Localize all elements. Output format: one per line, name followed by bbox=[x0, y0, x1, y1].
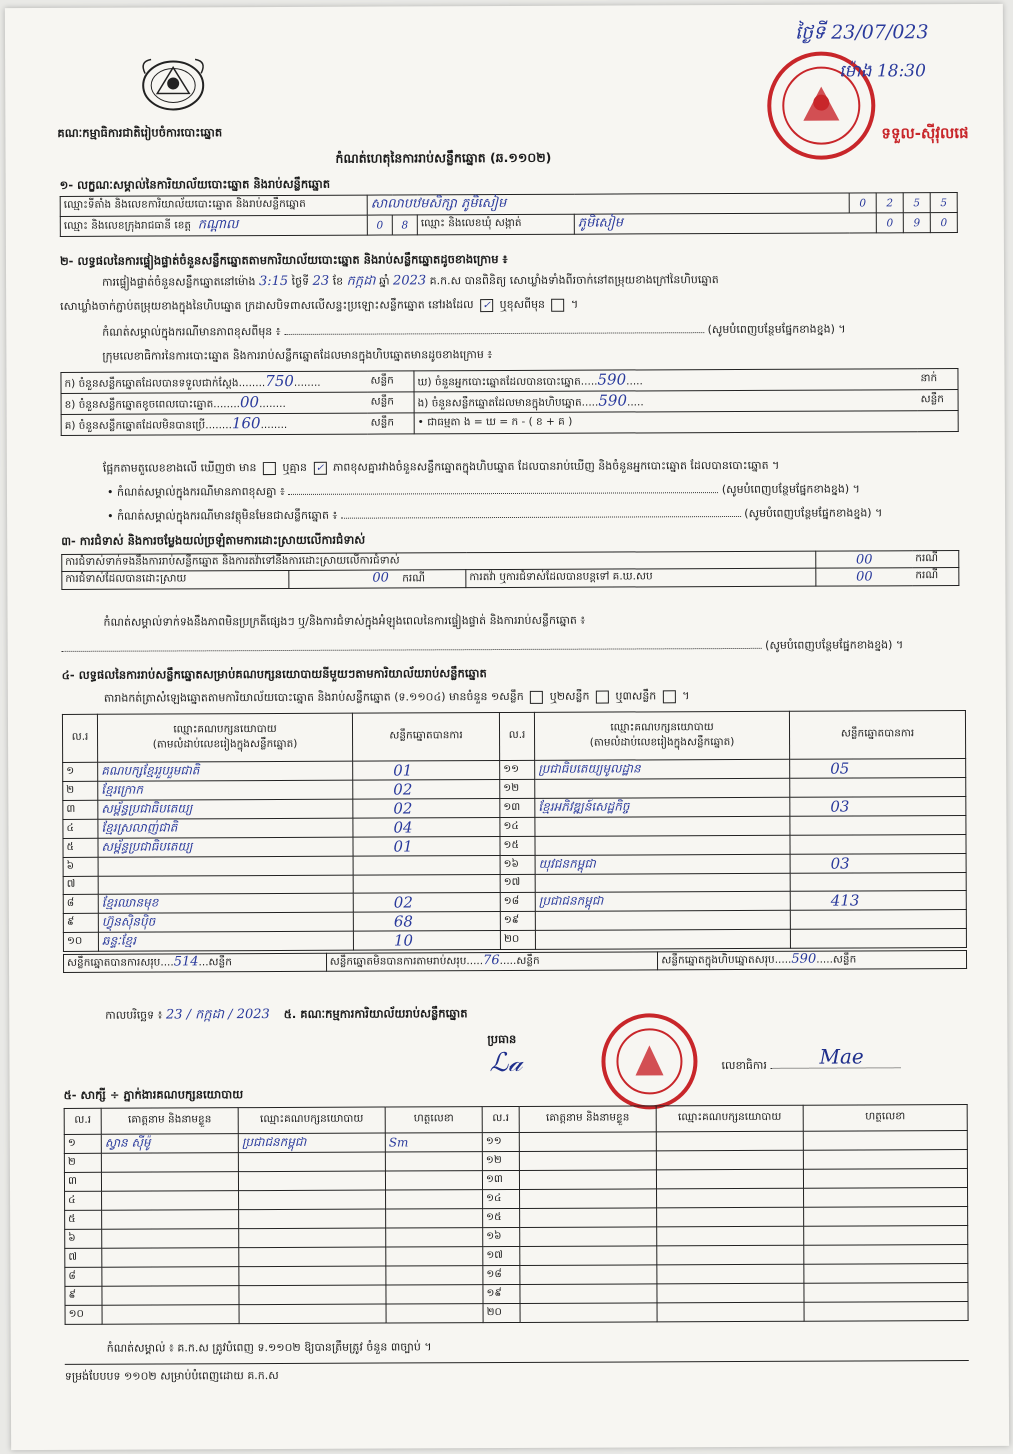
witness-signature-right bbox=[803, 1168, 967, 1188]
result-no-right: ១៩ bbox=[500, 911, 535, 930]
result-no: ១ bbox=[63, 762, 98, 781]
witness-party-right bbox=[656, 1169, 803, 1189]
row-d-unit: នាក់ bbox=[917, 369, 958, 390]
s3-note: កំណត់សម្គាល់ទាក់ទងនឹងភាពមិនប្រក្រតីផ្សេងៗ ឬ/និងការជំទាស់ក្នុងអំឡុងពេលនៃការផ្ទៀងផ្ទាត់ និងការរាប់សន្លឹកឆ្នោត ៖ bbox=[103, 613, 586, 629]
result-party-right bbox=[535, 835, 790, 855]
result-no: ២ bbox=[63, 781, 98, 800]
witness-no: ៦ bbox=[65, 1229, 102, 1248]
result-votes: 02 bbox=[353, 799, 500, 819]
s2-p3-text: កំណត់សម្គាល់ក្នុងករណីមានភាពខុសពីមុន ៖ bbox=[102, 324, 281, 339]
witness-signature bbox=[386, 1190, 483, 1209]
result-no: ៨ bbox=[63, 894, 98, 913]
witness-signature-right bbox=[804, 1187, 968, 1207]
witness-signature bbox=[386, 1209, 483, 1228]
result-no-right: ១១ bbox=[500, 760, 535, 779]
one-sheet-checkbox[interactable] bbox=[530, 690, 543, 703]
witness-row bbox=[65, 1301, 968, 1324]
witness-table bbox=[64, 1104, 969, 1325]
office-value: សាលាបឋមសិក្សា ភូមិសៀម bbox=[367, 193, 849, 215]
objection-label: ការជំទាស់ទាក់ទងនឹងការរាប់សន្លឹកឆ្នោត និងការតវ៉ាទៅនឹងការដោះស្រាយលើការជំទាស់ bbox=[62, 551, 816, 571]
witness-party bbox=[239, 1209, 386, 1229]
witness-no-right: ១៨ bbox=[483, 1265, 520, 1284]
secretary-label-text: លេខាធិការ bbox=[721, 1058, 767, 1073]
row-d-label: ឃ) ចំនួនអ្នកបោះឆ្នោតដែលបានបោះឆ្នោត.....590..... bbox=[414, 369, 918, 392]
witness-name-right bbox=[520, 1189, 657, 1209]
witness-party-right bbox=[657, 1302, 804, 1322]
row-b-unit: សន្លឹក bbox=[368, 392, 415, 413]
witness-no-right: ១៧ bbox=[483, 1246, 520, 1265]
witness-no: ៩ bbox=[65, 1286, 102, 1305]
row-e-label-text: ង) ចំនួនសន្លឹកឆ្នោតដែលមានក្នុងហិបឆ្នោត bbox=[417, 396, 582, 410]
date-line bbox=[105, 1006, 467, 1023]
total-invalid-value: 76 bbox=[483, 953, 500, 969]
witness-name-right bbox=[520, 1284, 657, 1304]
commune-no-1: 0 bbox=[876, 213, 903, 233]
result-votes: 02 bbox=[353, 893, 500, 913]
result-no: ៥ bbox=[63, 838, 98, 857]
section1-heading: ១- លក្ខណៈសម្គាល់នៃការិយាល័យបោះឆ្នោត និងរាប់សន្លឹកឆ្នោត bbox=[59, 176, 331, 192]
witness-no: ៥ bbox=[65, 1210, 102, 1229]
result-votes-right bbox=[790, 834, 966, 854]
result-votes-right bbox=[790, 815, 966, 835]
result-no: ៤ bbox=[63, 819, 98, 838]
result-party: គណបក្សខ្មែររួបរួមជាតិ bbox=[98, 761, 353, 781]
result-party-right bbox=[535, 910, 790, 930]
row-d-label-text: ឃ) ចំនួនអ្នកបោះឆ្នោតដែលបានបោះឆ្នោត bbox=[417, 375, 581, 389]
province-label-text: ឈ្មោះ និងលេខក្រុងរាជធានី ខេត្ត bbox=[63, 219, 192, 232]
date-value: 23 / កក្កដា / 2023 bbox=[165, 1007, 270, 1023]
w-col-party: ឈ្មោះគណបក្សនយោបាយ bbox=[238, 1107, 385, 1134]
witness-party-right bbox=[657, 1283, 804, 1303]
witness-no-right: ២០ bbox=[483, 1303, 520, 1322]
s3-note-line bbox=[62, 638, 904, 656]
row-c-label: គ) ចំនួនសន្លឹកឆ្នោតដែលមិនបានប្រើ........160........ bbox=[61, 413, 368, 435]
s2-p5-none-label: ឬគ្មាន bbox=[282, 460, 307, 474]
witness-no: ៧ bbox=[65, 1248, 102, 1267]
witness-signature-right bbox=[804, 1263, 968, 1283]
fill-note: (សូមបំពេញបន្ថែមផ្នែកខាងខ្នង) ។ bbox=[765, 638, 904, 652]
objection-value: 00 bbox=[816, 551, 913, 568]
witness-party bbox=[239, 1247, 386, 1267]
result-party bbox=[98, 875, 353, 894]
result-votes: 10 bbox=[353, 931, 500, 951]
witness-party-right bbox=[657, 1226, 804, 1246]
result-no-right: ១៧ bbox=[500, 874, 535, 892]
has-difference-checkbox[interactable] bbox=[263, 462, 276, 475]
fill-note: (សូមបំពេញបន្ថែមផ្នែកខាងខ្នង) ។ bbox=[721, 482, 860, 497]
w-col-sig-right: ហត្ថលេខា bbox=[803, 1104, 967, 1131]
row-a-label-text: ក) ចំនួនសន្លឹកឆ្នោតដែលបានទទួលជាក់ស្តែង bbox=[64, 377, 239, 390]
totals-table bbox=[63, 950, 967, 973]
commune-value: ភូមិសៀម bbox=[574, 213, 876, 234]
witness-no: ១ bbox=[64, 1134, 101, 1153]
result-votes-right: 413 bbox=[790, 890, 966, 910]
row-c-unit: សន្លឹក bbox=[368, 413, 415, 434]
witness-party-right bbox=[657, 1207, 804, 1227]
secretary-label bbox=[721, 1058, 900, 1073]
witness-no-right: ១៤ bbox=[483, 1189, 520, 1208]
result-no-right: ១៥ bbox=[500, 836, 535, 855]
commune-no-2: 9 bbox=[903, 213, 930, 233]
witness-name bbox=[102, 1248, 239, 1268]
witness-party-right bbox=[657, 1264, 804, 1284]
witness-signature-right bbox=[803, 1130, 967, 1150]
s5-note: កំណត់សម្គាល់ ៖ គ.ក.ស ត្រូវបំពេញ ទ.១១០២ ឱ្យបានត្រឹមត្រូវ ចំនួន ៣ច្បាប់ ។ bbox=[106, 1340, 432, 1355]
result-party-right bbox=[535, 816, 790, 836]
secretary-signature: Mae bbox=[819, 1044, 864, 1069]
appeal-label: ការតវ៉ា ឬការជំទាស់ដែលបានបន្តទៅ គ.ឃ.សប bbox=[466, 568, 816, 588]
nec-logo bbox=[137, 53, 209, 113]
province-label bbox=[60, 215, 367, 236]
witness-party-right bbox=[656, 1131, 803, 1151]
s2-paragraph-1 bbox=[102, 273, 719, 290]
w-col-name-right: គោត្តនាម និងនាមខ្លួន bbox=[519, 1106, 656, 1133]
witness-no: ៤ bbox=[65, 1191, 102, 1210]
witness-no-right: ១៦ bbox=[483, 1227, 520, 1246]
total-box: សន្លឹកឆ្នោតក្នុងហិបឆ្នោតសរុប.....590.....សន្លឹក bbox=[658, 950, 967, 969]
ballot-count-table bbox=[60, 368, 958, 436]
row-e-unit: សន្លឹក bbox=[918, 390, 959, 411]
s2-paragraph-5 bbox=[103, 459, 779, 476]
office-label: ឈ្មោះទីតាំង និងលេខការិយាល័យបោះឆ្នោត និងរាប់សន្លឹកឆ្នោត bbox=[60, 195, 367, 216]
office-no-4: 5 bbox=[930, 193, 957, 213]
objections-table bbox=[61, 550, 959, 590]
col-party-title-right: ឈ្មោះគណបក្សនយោបាយ bbox=[610, 720, 714, 734]
witness-no: ១០ bbox=[65, 1305, 102, 1324]
footer-text: ទម្រង់បែបបទ ១១០២ សម្រាប់បំពេញដោយ គ.ក.ស bbox=[64, 1369, 279, 1383]
witness-party bbox=[238, 1152, 385, 1172]
witness-no-right: ១១ bbox=[482, 1132, 519, 1151]
witness-name bbox=[102, 1305, 239, 1325]
result-party-right: ខ្មែរអភិវឌ្ឍន៍សេដ្ឋកិច្ច bbox=[535, 797, 790, 817]
result-no-right: ១៤ bbox=[500, 817, 535, 836]
w-col-no-right: ល.រ bbox=[482, 1106, 519, 1132]
s2-note-difference bbox=[102, 322, 962, 340]
witness-name-right bbox=[520, 1208, 657, 1228]
s2-p5-rest: ភាពខុសគ្នារវាងចំនួនសន្លឹកឆ្នោតក្នុងហិបឆ្នោត ដែលបានរាប់ឃើញ និងចំនួនអ្នកបោះឆ្នោត ដែលបានបោះឆ្នោត ។ bbox=[332, 458, 780, 474]
result-no: ៧ bbox=[63, 876, 98, 894]
row-c-label-text: គ) ចំនួនសន្លឹកឆ្នោតដែលមិនបានប្រើ bbox=[64, 419, 206, 432]
witness-party bbox=[239, 1190, 386, 1210]
total-box-unit: សន្លឹក bbox=[832, 953, 857, 966]
result-votes: 02 bbox=[353, 780, 500, 800]
col-votes-right: សន្លឹកឆ្នោតបានការ bbox=[789, 710, 965, 759]
result-no: ៩ bbox=[63, 913, 98, 932]
result-party-right bbox=[535, 778, 790, 798]
org-name: គណៈកម្មាធិការជាតិរៀបចំការបោះឆ្នោត bbox=[57, 125, 223, 140]
province-no-2: 8 bbox=[392, 215, 417, 235]
result-party: ខ្មែរស្រលាញ់ជាតិ bbox=[98, 818, 353, 838]
witness-signature-right bbox=[804, 1244, 968, 1264]
witness-name bbox=[101, 1153, 238, 1173]
witness-name-right bbox=[519, 1151, 656, 1171]
s2-p5-text: ផ្អែកតាមតួលេខខាងលើ ឃើញថា មាន bbox=[102, 461, 257, 475]
chair-label: ប្រធាន bbox=[487, 1031, 517, 1047]
footer-divider bbox=[65, 1360, 969, 1365]
received-time: ម៉ោង 18:30 bbox=[839, 61, 926, 82]
result-party-right: យុវជនកម្ពុជា bbox=[535, 854, 790, 874]
s2-bullet-2-text: • កំណត់សម្គាល់ក្នុងករណីមានវត្ថុមិនមែនជាសន្លឹកឆ្នោត ៖ bbox=[107, 508, 338, 523]
witness-signature bbox=[386, 1285, 483, 1304]
witness-party: ប្រជាជនកម្ពុជា bbox=[238, 1133, 385, 1153]
witness-name: ស្វាន ស៊ីម៉ូ bbox=[101, 1134, 238, 1154]
result-no-right: ១៨ bbox=[500, 892, 535, 911]
w-col-name: គោត្តនាម និងនាមខ្លួន bbox=[101, 1108, 238, 1135]
s4-intro: តារាងកត់ត្រាសំឡេងឆ្នោតតាមការិយាល័យបោះឆ្នោត និងរាប់សន្លឹកឆ្នោត (ទ.១១០៤) មានចំនួន ១សន្លឹក ឬ២សន្លឹក ឬ៣សន្លឹក ។ bbox=[103, 689, 690, 705]
witness-party bbox=[239, 1228, 386, 1248]
dotted-line bbox=[284, 332, 704, 335]
witness-signature bbox=[386, 1304, 483, 1323]
s2-p1-day-label: ថ្ងៃទី bbox=[291, 274, 310, 288]
row-a-unit: សន្លឹក bbox=[367, 371, 414, 392]
s2-bullet-2 bbox=[107, 506, 882, 523]
row-e-label: ង) ចំនួនសន្លឹកឆ្នោតដែលមានក្នុងហិបឆ្នោត.....590..... bbox=[414, 390, 918, 413]
witness-name bbox=[102, 1229, 239, 1249]
col-party-title: ឈ្មោះគណបក្សនយោបាយ bbox=[173, 722, 277, 735]
witness-name-right bbox=[519, 1170, 656, 1190]
witness-signature-right bbox=[804, 1206, 968, 1226]
witness-signature-right bbox=[803, 1149, 967, 1169]
total-valid-value: 514 bbox=[173, 954, 199, 970]
dotted-line bbox=[62, 648, 762, 652]
col-party-subtitle: (តាមលំដាប់លេខរៀងក្នុងសន្លឹកឆ្នោត) bbox=[152, 737, 298, 751]
witness-signature bbox=[385, 1152, 482, 1171]
result-votes: 01 bbox=[353, 761, 500, 781]
witness-signature-right bbox=[804, 1282, 968, 1302]
result-votes-right bbox=[790, 909, 966, 929]
result-votes-right: 03 bbox=[790, 853, 966, 873]
witness-name-right bbox=[519, 1132, 656, 1152]
witness-name-right bbox=[520, 1246, 657, 1266]
s2-p1-day: 23 bbox=[312, 273, 330, 289]
appeal-value: 00 bbox=[816, 568, 913, 586]
date-label: កាលបរិច្ឆេទ ៖ bbox=[105, 1008, 163, 1022]
resolved-unit: ករណី bbox=[402, 572, 426, 585]
committee-stamp bbox=[587, 1011, 711, 1112]
s2-p1-text: ការផ្ទៀងផ្ទាត់ចំនួនសន្លឹកឆ្នោតនៅម៉ោង bbox=[102, 275, 256, 289]
witness-party-right bbox=[656, 1150, 803, 1170]
result-no: ៣ bbox=[63, 800, 98, 819]
changed-checkbox[interactable] bbox=[552, 298, 565, 311]
witness-signature bbox=[386, 1228, 483, 1247]
result-votes bbox=[353, 875, 500, 894]
row-c-value: 160 bbox=[231, 414, 261, 433]
witness-no: ៣ bbox=[64, 1172, 101, 1191]
col-party bbox=[97, 713, 352, 762]
result-party: ខ្មែរក្រោក bbox=[98, 780, 353, 800]
witness-party-right bbox=[657, 1245, 804, 1265]
total-box-value: 590 bbox=[791, 951, 817, 967]
witness-no: ៨ bbox=[65, 1267, 102, 1286]
col-party-right bbox=[534, 711, 789, 760]
s2-paragraph-2: សោឃ្លាំងចាក់ភ្ជាប់តម្រុយខាងក្នុងនៃហិបឆ្នោត ក្រដាសបិទពាសលើសន្ទះប្រឡោះសន្លឹកឆ្នោត នៅរងដែល ✓ ឬខុសពីមុន ។ bbox=[60, 297, 579, 313]
witness-name-right bbox=[520, 1303, 657, 1323]
witness-name bbox=[102, 1210, 239, 1230]
office-no-1: 0 bbox=[849, 193, 876, 213]
total-invalid-label: សន្លឹកឆ្នោតមិនបានការតាមរាប់សរុប bbox=[329, 955, 467, 968]
result-party-right bbox=[535, 873, 790, 892]
result-party: សម្ព័ន្ធប្រជាធិបតេយ្យ bbox=[98, 799, 353, 819]
results-row bbox=[63, 928, 966, 951]
col-no: ល.រ bbox=[62, 714, 97, 762]
witness-signature-right bbox=[804, 1301, 968, 1321]
result-party: ឆន្ទៈខ្មែរ bbox=[98, 931, 353, 951]
w-col-sig: ហត្ថលេខា bbox=[385, 1107, 482, 1133]
total-valid-unit: សន្លឹក bbox=[208, 956, 232, 969]
result-no-right: ១២ bbox=[500, 779, 535, 798]
appeal-unit: ករណី bbox=[912, 568, 959, 586]
witness-name-right bbox=[520, 1265, 657, 1285]
result-no: ១០ bbox=[63, 932, 98, 951]
result-no-right: ១៦ bbox=[500, 855, 535, 874]
office-no-2: 2 bbox=[876, 193, 903, 213]
result-party: ខ្មែរឈានមុខ bbox=[98, 893, 353, 913]
committee-label: ៥. គណៈកម្មការការិយាល័យរាប់សន្លឹកឆ្នោត bbox=[283, 1006, 468, 1021]
witness-no: ២ bbox=[64, 1153, 101, 1172]
resolved-label: ការជំទាស់ដែលបានដោះស្រាយ bbox=[62, 570, 289, 589]
w-col-party-right: ឈ្មោះគណបក្សនយោបាយ bbox=[656, 1105, 803, 1132]
result-votes bbox=[353, 856, 500, 876]
s2-p2-changed-label: ឬខុសពីមុន bbox=[499, 297, 546, 312]
fill-note: (សូមបំពេញបន្ថែមផ្នែកខាងខ្នង) ។ bbox=[707, 322, 846, 337]
section5-heading: ៥- សាក្សី ÷ ភ្នាក់ងារគណបក្សនយោបាយ bbox=[63, 1087, 244, 1102]
result-party-right: ប្រជាជនកម្ពុជា bbox=[535, 891, 790, 911]
result-votes: 01 bbox=[353, 837, 500, 857]
row-b-value: 00 bbox=[239, 393, 260, 412]
s2-p1-time: 3:15 bbox=[258, 273, 289, 290]
row-a-label: ក) ចំនួនសន្លឹកឆ្នោតដែលបានទទួលជាក់ស្តែង........750........ bbox=[61, 371, 368, 393]
witness-no-right: ១៥ bbox=[483, 1208, 520, 1227]
received-date: ថ្ងៃទី 23/07/023 bbox=[794, 21, 929, 44]
result-votes-right: 03 bbox=[790, 796, 966, 816]
resolved-value bbox=[289, 570, 466, 589]
s4-intro-two: ឬ២សន្លឹក bbox=[549, 689, 590, 703]
objection-unit: ករណី bbox=[912, 551, 959, 568]
s2-bullet-1-text: • កំណត់សម្គាល់ក្នុងករណីមានភាពខុសគ្នា ៖ bbox=[106, 484, 285, 499]
s2-p1-year: 2023 bbox=[393, 273, 427, 289]
section1-table bbox=[60, 192, 958, 237]
row-d-value: 590 bbox=[597, 370, 627, 389]
result-no-right: ១៣ bbox=[500, 798, 535, 817]
unchanged-checkbox[interactable]: ✓ bbox=[480, 299, 493, 312]
result-votes-right bbox=[790, 777, 966, 797]
witness-signature: Sm bbox=[385, 1133, 482, 1152]
total-invalid-unit: សន្លឹក bbox=[516, 954, 540, 967]
witness-no-right: ១៣ bbox=[482, 1170, 519, 1189]
result-votes: 68 bbox=[353, 912, 500, 932]
s2-bullet-1 bbox=[107, 482, 860, 499]
received-label: ទទួល-ស៊ីវុលផេ bbox=[881, 123, 969, 143]
row-b-label: ខ) ចំនួនសន្លឹកឆ្នោតខូចពេលបោះឆ្នោត........00........ bbox=[61, 392, 368, 414]
s2-p1-rest: គ.ក.ស បានពិនិត្យ សោឃ្លាំងទាំងពីរចាក់នៅតម្រុយខាងក្រៅនៃហិបឆ្នោត bbox=[429, 273, 719, 288]
result-votes-right: 05 bbox=[790, 758, 966, 778]
total-invalid: សន្លឹកឆ្នោតមិនបានការតាមរាប់សរុប.....76.....សន្លឹក bbox=[326, 952, 658, 971]
three-sheet-checkbox[interactable] bbox=[663, 690, 676, 703]
s2-p2-text: សោឃ្លាំងចាក់ភ្ជាប់តម្រុយខាងក្នុងនៃហិបឆ្នោត ក្រដាសបិទពាសលើសន្ទះប្រឡោះសន្លឹកឆ្នោត នៅរងដែល bbox=[60, 298, 474, 313]
s4-intro-three: ឬ៣សន្លឹក bbox=[615, 689, 657, 703]
result-votes: 04 bbox=[353, 818, 500, 838]
result-party-right: ប្រជាធិបតេយ្យមូលដ្ឋាន bbox=[535, 759, 790, 779]
s2-paragraph-4: ក្រុមលេខាធិការនៃការបោះឆ្នោត និងការរាប់សន្លឹកឆ្នោតដែលមានក្នុងហិបឆ្នោតមានដូចខាងក្រោម ៖ bbox=[102, 348, 493, 363]
witness-name bbox=[102, 1191, 239, 1211]
office-no-3: 5 bbox=[903, 193, 930, 213]
fill-note: (សូមបំពេញបន្ថែមផ្នែកខាងខ្នង) ។ bbox=[744, 506, 883, 520]
w-col-no: ល.រ bbox=[64, 1108, 101, 1134]
result-no-right: ២០ bbox=[500, 930, 535, 949]
row-b-label-text: ខ) ចំនួនសន្លឹកឆ្នោតខូចពេលបោះឆ្នោត bbox=[64, 398, 214, 411]
witness-no-right: ១២ bbox=[482, 1151, 519, 1170]
witness-party-right bbox=[657, 1188, 804, 1208]
result-party bbox=[98, 856, 353, 876]
total-box-label: សន្លឹកឆ្នោតក្នុងហិបឆ្នោតសរុប bbox=[661, 953, 775, 967]
witness-signature bbox=[385, 1171, 482, 1190]
chair-signature: ℒ𝒶 bbox=[489, 1047, 523, 1079]
witness-no-right: ១៩ bbox=[483, 1284, 520, 1303]
col-no-right: ល.រ bbox=[499, 712, 534, 760]
s2-p1-month-label: ខែ bbox=[332, 274, 344, 288]
row-a-value: 750 bbox=[265, 371, 294, 391]
witness-name bbox=[102, 1286, 239, 1306]
section3-heading: ៣- ការជំទាស់ និងការចម្លែងយល់ច្រឡំតាមការដោះស្រាយលើការជំទាស់ bbox=[61, 532, 366, 548]
dotted-line bbox=[288, 492, 718, 495]
commune-no-3: 0 bbox=[930, 213, 957, 233]
no-difference-checkbox[interactable]: ✓ bbox=[313, 461, 326, 474]
dotted-line bbox=[341, 516, 741, 519]
witness-party bbox=[238, 1171, 385, 1191]
witness-name bbox=[102, 1267, 239, 1287]
witness-party bbox=[239, 1304, 386, 1324]
witness-name bbox=[101, 1172, 238, 1192]
witness-signature-right bbox=[804, 1225, 968, 1245]
s2-p1-year-label: ឆ្នាំ bbox=[379, 274, 390, 288]
witness-signature bbox=[386, 1266, 483, 1285]
s4-intro-text: តារាងកត់ត្រាសំឡេងឆ្នោតតាមការិយាល័យបោះឆ្នោត និងរាប់សន្លឹកឆ្នោត (ទ.១១០៤) មានចំនួន ១សន្លឹក bbox=[103, 689, 524, 705]
form-page bbox=[5, 4, 1009, 1450]
result-party-right bbox=[535, 929, 790, 949]
result-party: ហ៊្វុនស៊ិនប៉ិច bbox=[98, 912, 353, 932]
result-votes-right bbox=[790, 872, 966, 891]
results-table bbox=[62, 710, 967, 952]
total-valid: សន្លឹកឆ្នោតបានការសរុប....514...សន្លឹក bbox=[63, 953, 326, 972]
form-title: កំណត់ហេតុនៃការរាប់សន្លឹកឆ្នោត (ឆ.១១០២) bbox=[335, 149, 552, 166]
resolved-value-text: 00 bbox=[372, 570, 389, 586]
commune-label: ឈ្មោះ និងលេខឃុំ សង្កាត់ bbox=[417, 214, 574, 235]
witness-party bbox=[239, 1266, 386, 1286]
s2-p1-month: កក្កដា bbox=[346, 273, 376, 289]
section4-heading: ៤- លទ្ធផលនៃការរាប់សន្លឹកឆ្នោតសម្រាប់គណបក្សនយោបាយនីមួយៗតាមការិយាល័យរាប់សន្លឹកឆ្នោត bbox=[61, 666, 487, 682]
province-value: កណ្ដាល bbox=[197, 217, 239, 233]
row-e-value: 590 bbox=[598, 391, 628, 410]
witness-signature bbox=[386, 1247, 483, 1266]
col-party-subtitle-right: (តាមលំដាប់លេខរៀងក្នុងសន្លឹកឆ្នោត) bbox=[589, 735, 735, 749]
section2-heading: ២- លទ្ធផលនៃការផ្ទៀងផ្ទាត់ចំនួនសន្លឹកឆ្នោតតាមការិយាល័យបោះឆ្នោត និងរាប់សន្លឹកឆ្នោតដូចខាងក្រោម ៖ bbox=[59, 251, 508, 268]
result-no: ៦ bbox=[63, 857, 98, 876]
formula: • ជាធម្មតា ង = ឃ = ក - ( ខ + គ ) bbox=[414, 411, 958, 434]
two-sheet-checkbox[interactable] bbox=[596, 690, 609, 703]
col-votes: សន្លឹកឆ្នោតបានការ bbox=[352, 713, 499, 762]
witness-party bbox=[239, 1285, 386, 1305]
province-no-1: 0 bbox=[367, 215, 392, 235]
result-votes-right bbox=[790, 928, 966, 948]
total-valid-label: សន្លឹកឆ្នោតបានការសរុប bbox=[66, 956, 161, 969]
result-party: សម្ព័ន្ធប្រជាធិបតេយ្យ bbox=[98, 837, 353, 857]
witness-name-right bbox=[520, 1227, 657, 1247]
